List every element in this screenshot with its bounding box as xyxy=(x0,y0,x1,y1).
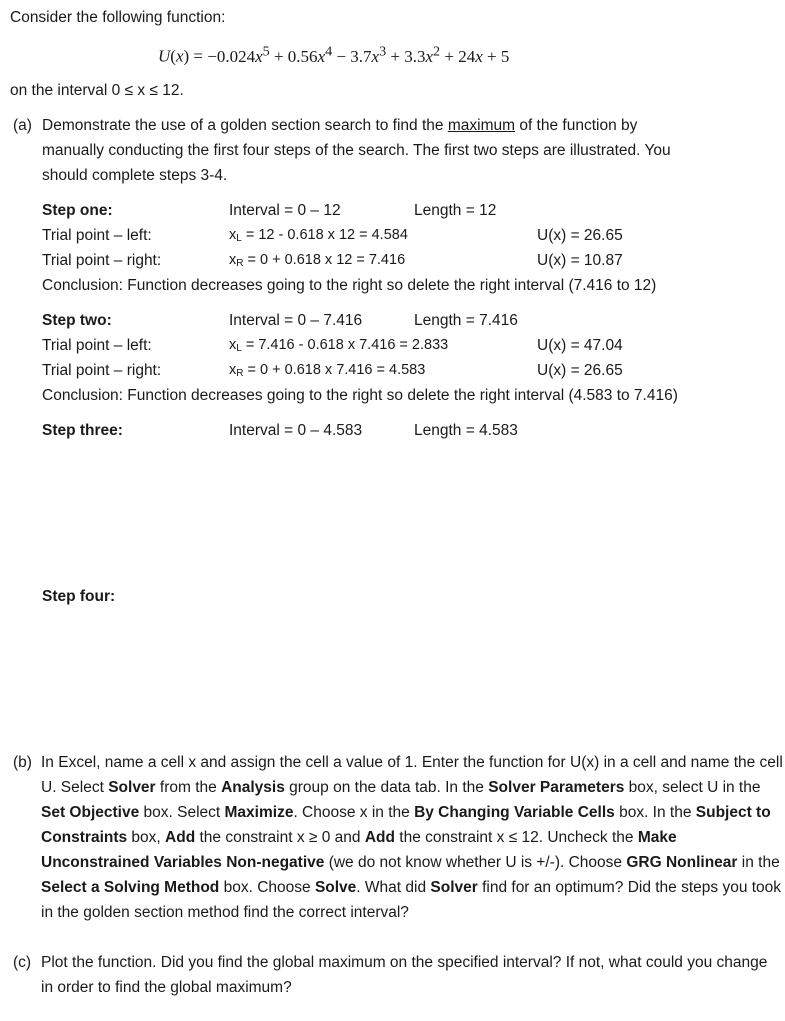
step-four-title: Step four: xyxy=(42,588,116,605)
step-two-conclusion: Conclusion: Function decreases going to the right so delete the right interval (4.583 to 7.416) xyxy=(42,387,678,404)
equation-rhs: $-0.024x^5 + 0.56x^4 - 3.7x^3 + 3.3x^2 + 24x + 5$ xyxy=(207,43,510,66)
step-two-right-label: Trial point – right: xyxy=(42,362,162,379)
part-a-line1: Demonstrate the use of a golden section search to find the maximum of the function by xyxy=(42,117,638,134)
part-b-label: (b) xyxy=(13,754,32,771)
step-one-right-label: Trial point – right: xyxy=(42,252,162,269)
step-one-interval: Interval = 0 – 12 xyxy=(229,202,341,219)
step-two-right-calc: $x_R = 0 + 0.618$ x 7.416 = 4.583 xyxy=(229,362,426,379)
part-a-label: (a) xyxy=(13,117,32,134)
step-one-left-label: Trial point – left: xyxy=(42,227,152,244)
step-one-left-calc: $x_L = 12 - 0.618$ x 12 = 4.584 xyxy=(229,227,408,244)
part-b-text: In Excel, name a cell x and assign the cell a value of 1. Enter the function for U(x) in a cell and name the cell U. Select Solver from the Analysis group on the data tab. In the Solver Parameters box, select U in the Set Objective box. Select Maximize. Choose x in the By Changing Variable Cells box. In the Subject to Constraints box, Add the constraint x ≥ 0 and Add the constraint x ≤ 12. Uncheck the Make Unconstrained Variables Non-negative (we do not know whether U is +/-). Choose GRG Nonlinear in the Select a Solving Method box. Choose Solve. What did Solver find for an optimum? Did the steps you took in the golden section method find the correct interval? xyxy=(41,754,783,921)
step-one-conclusion: Conclusion: Function decreases going to the right so delete the right interval (7.416 to 12) xyxy=(42,277,657,294)
part-c-label: (c) xyxy=(13,954,32,971)
step-two-right-u: U(x) = 26.65 xyxy=(537,362,623,379)
step-two-left-u: U(x) = 47.04 xyxy=(537,337,623,354)
step-one-left-u: U(x) = 26.65 xyxy=(537,227,623,244)
step-one-right-calc: $x_R = 0 + 0.618$ x 12 = 7.416 xyxy=(229,252,406,269)
step-two-length: Length = 7.416 xyxy=(414,312,518,329)
step-two-interval: Interval = 0 – 7.416 xyxy=(229,312,363,329)
part-a-line3: should complete steps 3-4. xyxy=(42,167,228,184)
part-c-text: Plot the function. Did you find the global maximum on the specified interval? If not, what could you change in order to find the global maximum? xyxy=(41,954,768,996)
step-one-title: Step one: xyxy=(42,202,113,219)
interval-text: on the interval 0 ≤ x ≤ 12. xyxy=(10,82,184,99)
function-equation xyxy=(158,43,509,67)
step-one-length: Length = 12 xyxy=(414,202,497,219)
step-one-right-u: U(x) = 10.87 xyxy=(537,252,623,269)
step-two-left-label: Trial point – left: xyxy=(42,337,152,354)
step-three-title: Step three: xyxy=(42,422,123,439)
equation-lhs: U(x) = xyxy=(158,46,203,66)
step-two-left-calc: $x_L = 7.416 - 0.618$ x 7.416 = 2.833 xyxy=(229,337,449,354)
part-a-line2: manually conducting the first four steps of the search. The first two steps are illustrated. You xyxy=(42,142,671,159)
step-three-interval: Interval = 0 – 4.583 xyxy=(229,422,363,439)
step-two-title: Step two: xyxy=(42,312,112,329)
step-three-length: Length = 4.583 xyxy=(414,422,518,439)
intro-text: Consider the following function: xyxy=(10,9,226,26)
